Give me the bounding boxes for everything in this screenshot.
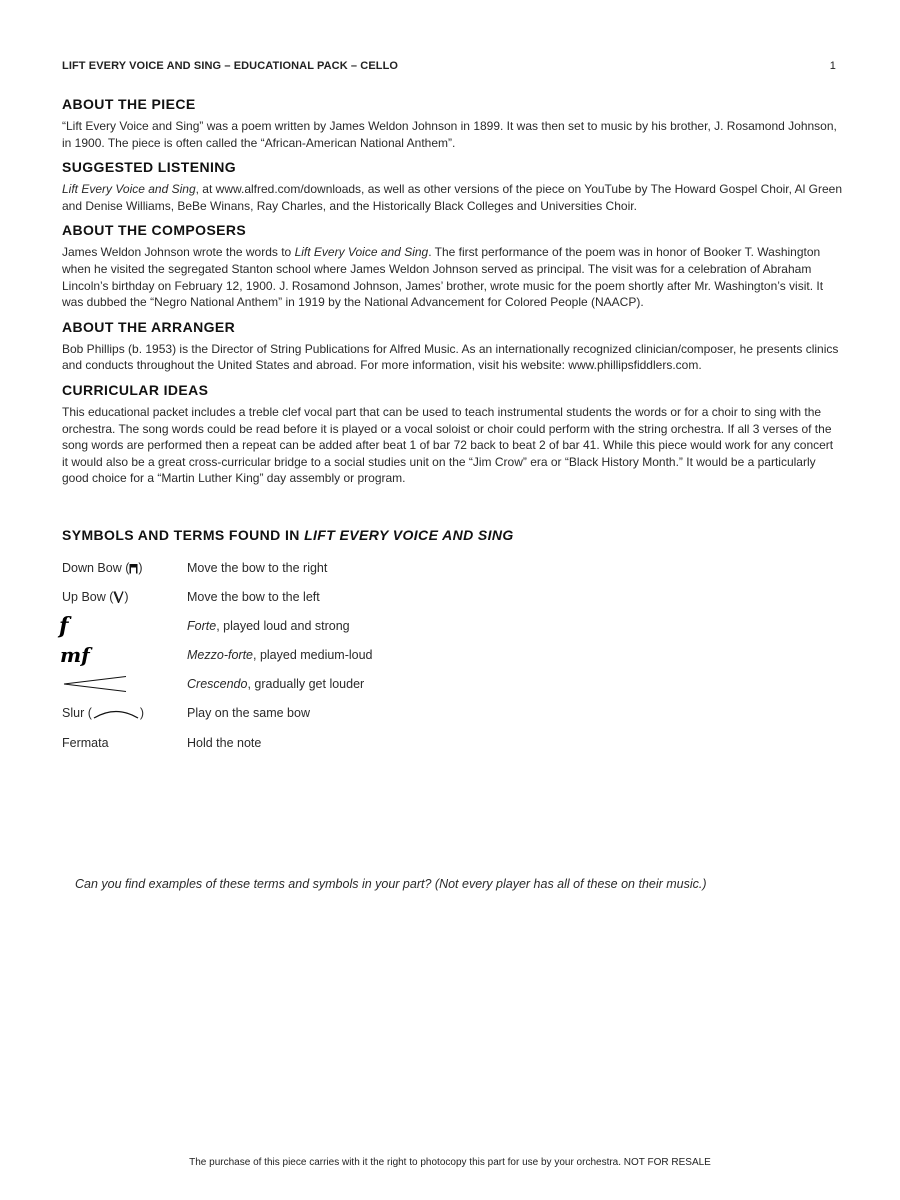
symbol-row-mezzo-forte bbox=[62, 640, 373, 669]
symbol-definition bbox=[187, 670, 373, 699]
definition-italic: Forte bbox=[187, 618, 217, 633]
symbol-row-up-bow bbox=[62, 582, 373, 611]
symbol-definition bbox=[187, 553, 373, 582]
about-the-arranger-text: Bob Phillips (b. 1953) is the Director of String Publications for Alfred Music. As an internationally recognized clinician/composer, he presents clinics and conducts throughout the United States and abroad. For more information, visit his website: www.phillipsfiddlers.com. bbox=[62, 341, 839, 373]
definition-text: , gradually get louder bbox=[247, 677, 365, 692]
curricular-ideas-heading: CURRICULAR IDEAS bbox=[62, 381, 209, 398]
slur-icon bbox=[92, 708, 140, 720]
symbol-term bbox=[62, 670, 187, 699]
piece-title-italic: Lift Every Voice and Sing bbox=[294, 245, 429, 260]
symbol-term bbox=[62, 640, 187, 669]
composers-text-before: James Weldon Johnson wrote the words to bbox=[62, 245, 295, 260]
about-the-piece-text: “Lift Every Voice and Sing” was a poem written by James Weldon Johnson in 1899. It was then set to music by his brother, J. Rosamond Johnson, in 1900. The piece is often called the “African-American National Anthem”. bbox=[62, 119, 837, 150]
term-label: Fermata bbox=[62, 735, 109, 750]
curricular-ideas-section bbox=[62, 382, 842, 487]
symbols-table bbox=[59, 553, 373, 757]
up-bow-icon bbox=[113, 591, 124, 603]
symbols-and-terms-section bbox=[59, 526, 842, 757]
symbol-row-forte bbox=[62, 611, 373, 640]
suggested-listening-section bbox=[62, 159, 842, 214]
symbol-definition bbox=[187, 699, 373, 728]
about-the-composers-text bbox=[62, 244, 842, 310]
symbol-term bbox=[59, 611, 187, 640]
about-the-piece-section bbox=[62, 96, 842, 151]
symbol-row-slur bbox=[62, 699, 373, 728]
symbol-definition bbox=[187, 611, 373, 640]
suggested-listening-text bbox=[62, 181, 842, 214]
about-the-composers-section bbox=[62, 222, 842, 310]
suggested-listening-body: , at www.alfred.com/downloads, as well as other versions of the piece on YouTube by The Howard Gospel Choir, Al Green and Denise Williams, BeBe Winans, Ray Charles, and the Historically Black Colleges and Universities Choir. bbox=[62, 182, 842, 213]
term-label: Up Bow ( bbox=[62, 589, 114, 604]
about-the-composers-heading: ABOUT THE COMPOSERS bbox=[62, 222, 247, 239]
symbol-definition bbox=[187, 728, 373, 757]
term-label: Down Bow ( bbox=[62, 560, 130, 575]
symbols-heading-prefix: SYMBOLS AND TERMS FOUND IN bbox=[62, 526, 305, 543]
mezzo-forte-symbol: mf bbox=[60, 643, 90, 668]
symbols-heading bbox=[62, 527, 842, 543]
definition-italic: Mezzo-forte bbox=[187, 648, 253, 663]
page-header bbox=[62, 60, 840, 72]
definition-text: Move the bow to the left bbox=[187, 589, 320, 604]
symbols-heading-italic: LIFT EVERY VOICE AND SING bbox=[304, 526, 514, 543]
about-the-arranger-heading: ABOUT THE ARRANGER bbox=[62, 318, 236, 335]
symbol-row-crescendo bbox=[62, 670, 373, 699]
definition-text: Move the bow to the right bbox=[187, 560, 328, 575]
header-title: LIFT EVERY VOICE AND SING – EDUCATIONAL PACK – CELLO bbox=[62, 60, 399, 72]
symbol-term bbox=[62, 699, 187, 728]
composers-text-after: . The first performance of the poem was in honor of Booker T. Washington when he visited the segregated Stanton school where James Weldon Johnson served as principal. The visit was for a celebration of Abraham Lincoln’s birthday on February 12, 1900. J. Rosamond Johnson, James’ brother, wrote music for the poem shortly after Mr. Washington’s visit. It was dubbed the “Negro National Anthem” in 1919 by the National Advancement for Colored People (NAACP). bbox=[62, 245, 824, 310]
forte-symbol: f bbox=[59, 612, 69, 639]
term-label-close: ) bbox=[139, 706, 145, 721]
page-content bbox=[59, 96, 842, 757]
term-label-close: ) bbox=[124, 589, 129, 604]
symbol-term bbox=[62, 728, 187, 757]
symbol-definition bbox=[187, 582, 373, 611]
about-the-arranger-section bbox=[62, 319, 842, 374]
symbol-term bbox=[62, 553, 187, 582]
about-the-piece-heading: ABOUT THE PIECE bbox=[62, 96, 196, 112]
definition-text: Hold the note bbox=[187, 735, 262, 750]
definition-text: Play on the same bow bbox=[187, 706, 310, 721]
symbol-term bbox=[62, 582, 187, 611]
definition-text: , played medium-loud bbox=[253, 648, 373, 663]
page-footer: The purchase of this piece carries with it the right to photocopy this part for use by your orchestra. NOT FOR RESALE bbox=[189, 1157, 711, 1168]
symbol-row-fermata bbox=[62, 728, 373, 757]
symbol-row-down-bow bbox=[62, 553, 373, 582]
crescendo-icon bbox=[62, 674, 128, 694]
definition-italic: Crescendo bbox=[187, 677, 248, 692]
term-label-close: ) bbox=[138, 560, 143, 575]
piece-title-italic: Lift Every Voice and Sing bbox=[62, 182, 196, 197]
suggested-listening-heading: SUGGESTED LISTENING bbox=[62, 159, 237, 176]
curricular-ideas-text: This educational packet includes a treble clef vocal part that can be used to teach instrumental students the words or for a choir to sing with the orchestra. The song words could be read before it is played or a vocal soloist or choir could perform with the string orchestra. If all 3 verses of the song words are performed then a repeat can be added after beat 1 of bar 72 back to beat 2 of bar 41. While this piece would work for any concert it would also be a great cross-curricular bridge to a social studies unit on the “Jim Crow” era or “Black History Month.” It would be a particularly good choice for a “Martin Luther King” day assembly or program. bbox=[62, 404, 834, 486]
definition-text: , played loud and strong bbox=[216, 618, 350, 633]
term-label: Slur ( bbox=[62, 706, 92, 721]
page-number: 1 bbox=[829, 60, 836, 72]
review-question: Can you find examples of these terms and symbols in your part? (Not every player has all of these on their music.) bbox=[75, 877, 707, 891]
symbol-definition bbox=[187, 640, 373, 669]
